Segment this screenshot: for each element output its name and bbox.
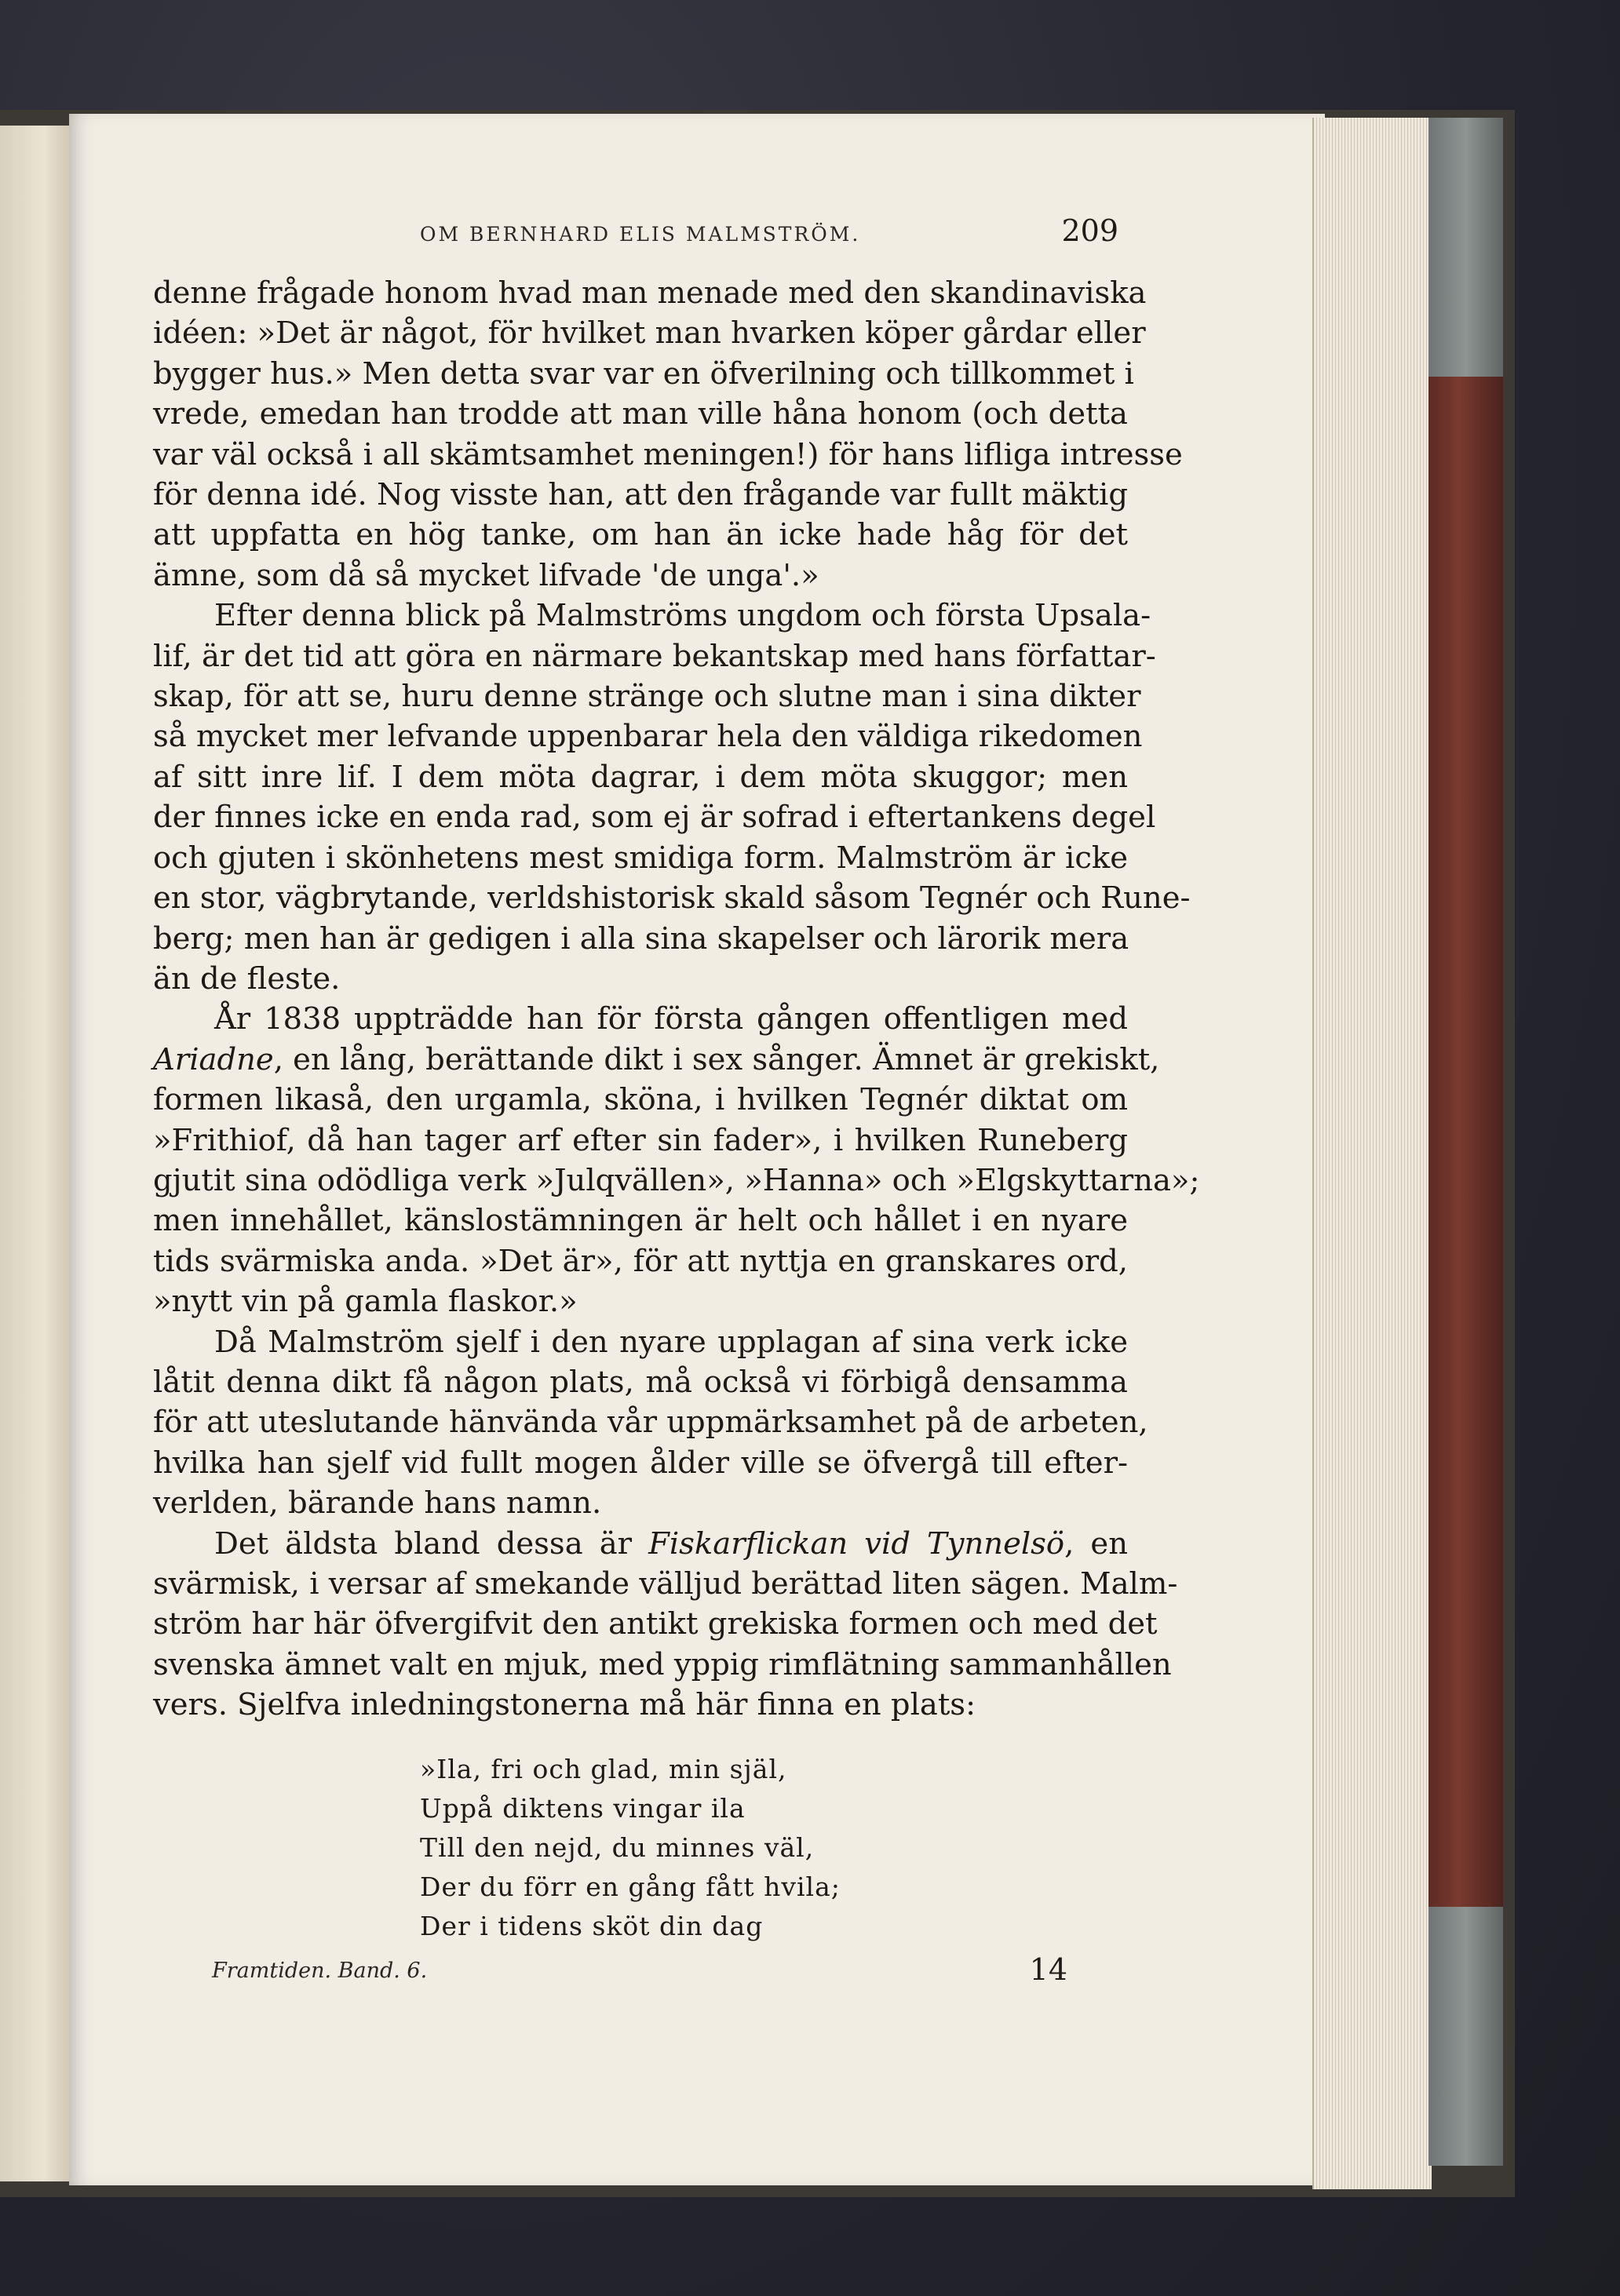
book-cover-spine	[1428, 126, 1503, 2166]
page-number: 209	[1061, 213, 1118, 248]
text-line: lif, är det tid att göra en närmare bekantskap med hans författar-	[153, 638, 1156, 674]
text-line: bygger hus.» Men detta svar var en öfverilning och tillkommet i	[153, 355, 1134, 392]
text-line: för att uteslutande hänvända vår uppmärksamhet på de arbeten,	[153, 1405, 1148, 1441]
poem	[420, 1750, 969, 1946]
text-line: hvilka han sjelf vid fullt mogen ålder ville se öfvergå till efter-	[153, 1445, 1128, 1481]
signature-number: 14	[1029, 1952, 1067, 1987]
text-line: tids svärmiska anda. »Det är», för att nyttja en granskares ord,	[153, 1243, 1128, 1279]
signature-mark: Framtiden. Band. 6.	[212, 1959, 428, 1983]
text-line: vrede, emedan han trodde att man ville håna honom (och detta	[153, 396, 1128, 432]
text-line: en stor, vägbrytande, verldshistorisk skald såsom Tegnér och Rune-	[153, 880, 1191, 917]
poem-line: Till den nejd, du minnes väl,	[420, 1832, 815, 1863]
text-line: af sitt inre lif. I dem möta dagrar, i dem möta skuggor; men	[153, 759, 1128, 795]
text-line: och gjuten i skönhetens mest smidiga form. Malmström är icke	[153, 840, 1128, 876]
text-line: men innehållet, känslostämningen är helt och hållet i en nyare	[153, 1203, 1128, 1239]
poem-line: Der i tidens sköt din dag	[420, 1911, 764, 1941]
page-footer	[212, 1952, 1067, 1992]
text-line: ström har här öfvergifvit den antikt grekiska formen och med det	[153, 1606, 1158, 1642]
text-line: »Frithiof, då han tager arf efter sin fader», i hvilken Runeberg	[153, 1122, 1128, 1158]
text-line: för denna idé. Nog visste han, att den frågande var fullt mäktig	[153, 477, 1128, 513]
page-header	[153, 213, 1118, 261]
text-line: Då Malmström sjelf i den nyare upplagan af sina verk icke	[214, 1324, 1128, 1360]
text-line: skap, för att se, huru denne stränge och slutne man i sina dikter	[153, 679, 1141, 715]
text-line: att uppfatta en hög tanke, om han än icke hade håg för det	[153, 517, 1128, 553]
text-line: verlden, bärande hans namn.	[153, 1485, 602, 1522]
text-line: »nytt vin på gamla flaskor.»	[153, 1284, 578, 1320]
text-line: ämne, som då så mycket lifvade 'de unga'.»	[153, 557, 819, 593]
body-text	[153, 273, 1200, 1726]
text-line: vers. Sjelfva inledningstonerna må här finna en plats:	[153, 1687, 976, 1723]
text-line: låtit denna dikt få någon plats, må också vi förbigå densamma	[153, 1364, 1128, 1400]
running-head: OM BERNHARD ELIS MALMSTRÖM.	[420, 223, 861, 246]
text-line: formen likaså, den urgamla, sköna, i hvilken Tegnér diktat om	[153, 1082, 1128, 1118]
text-line: var väl också i all skämtsamhet meningen!) för hans lifliga intresse	[153, 436, 1183, 472]
text-line: Efter denna blick på Malmströms ungdom och första Upsala-	[214, 598, 1151, 634]
text-line: der finnes icke en enda rad, som ej är sofrad i eftertankens degel	[153, 800, 1156, 836]
book-cover-corner-top	[1428, 118, 1503, 377]
text-line: berg; men han är gedigen i alla sina skapelser och lärorik mera	[153, 920, 1129, 957]
book-cover-corner-bottom	[1428, 1907, 1503, 2166]
poem-line: »Ila, fri och glad, min själ,	[420, 1754, 787, 1784]
text-line: År 1838 uppträdde han för första gången offentligen med	[214, 1001, 1128, 1037]
text-line: så mycket mer lefvande uppenbarar hela den väldiga rikedomen	[153, 719, 1143, 755]
text-line: denne frågade honom hvad man menade med den skandinaviska	[153, 275, 1147, 311]
text-line: gjutit sina odödliga verk »Julqvällen», »Hanna» och »Elgskyttarna»;	[153, 1162, 1200, 1198]
page-edges	[1312, 118, 1432, 2189]
text-line: Ariadne, en lång, berättande dikt i sex sånger. Ämnet är grekiskt,	[153, 1041, 1160, 1077]
text-line: idéen: »Det är något, för hvilket man hvarken köper gårdar eller	[153, 315, 1146, 352]
text-line: svärmisk, i versar af smekande välljud berättad liten sägen. Malm-	[153, 1566, 1178, 1602]
left-page-edge	[0, 126, 74, 2181]
text-line: svenska ämnet valt en mjuk, med yppig rimflätning sammanhållen	[153, 1646, 1172, 1682]
text-line: än de fleste.	[153, 960, 341, 997]
text-line: Det äldsta bland dessa är Fiskarflickan vid Tynnelsö, en	[214, 1525, 1128, 1562]
poem-line: Der du förr en gång fått hvila;	[420, 1871, 841, 1902]
poem-line: Uppå diktens vingar ila	[420, 1793, 746, 1824]
